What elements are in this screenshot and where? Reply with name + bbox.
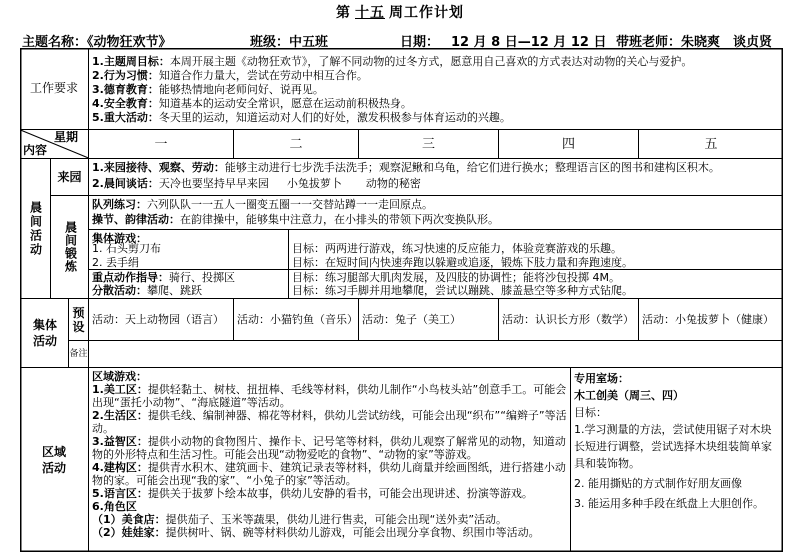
class-value: 中五班	[289, 35, 329, 50]
page-title	[0, 2, 800, 22]
activity-prefix: 活动：	[362, 313, 395, 326]
activity-thursday	[499, 299, 641, 340]
requirement-item	[92, 69, 780, 83]
special-room	[574, 370, 780, 551]
game-2-name: 2. 丢手绢	[92, 256, 139, 269]
area-item	[92, 500, 568, 513]
area-item	[92, 409, 568, 435]
area-item	[92, 383, 568, 409]
week-number: 十五	[355, 5, 385, 21]
split-goal	[292, 284, 780, 298]
requirement-head: 3.德育教育：	[92, 83, 159, 96]
focus-head: 重点动作指导：	[92, 271, 169, 284]
arrival-line-2	[92, 177, 780, 192]
day-wednesday: 三	[421, 136, 435, 152]
activity-name: 小兔拔萝卜（健康）	[675, 313, 774, 326]
game-1-goal	[292, 242, 780, 256]
area-item-text: 提供关于拔萝卜绘本故事，供幼儿安静的看书，可能会出现讲述、扮演等游戏。	[147, 487, 533, 500]
area-item	[92, 435, 568, 461]
area-item-head: 2.生活区：	[92, 409, 148, 422]
goal-label: 目标：	[292, 256, 325, 269]
theme-label: 主题名称：	[22, 35, 88, 50]
goal-label: 目标：	[292, 284, 325, 297]
area-item-head: 3.益智区：	[92, 435, 148, 448]
class-label: 班级：	[250, 35, 290, 50]
special-goal: 2. 能用撕贴的方式制作好朋友画像	[574, 477, 742, 490]
activity-monday	[89, 299, 236, 340]
requirement-item	[92, 111, 780, 125]
area-item-text: 提供茄子、玉米等蔬果，供幼儿进行售卖，可能会出现“送外卖”活动。	[165, 513, 508, 526]
special-goal: 1.学习测量的方法，尝试使用锯子对木块长短进行调整，尝试选择木块组装简单家具和装饰物。	[574, 423, 772, 470]
area-item-text: 提供小动物的食物图片、操作卡、记号笔等材料，供幼儿观察了解常见的动物，知道动物的外形特点和生活习性。可能会出现“动物爱吃的食物”、“动物的家”等游戏。	[92, 435, 566, 461]
activity-name: 小猫钓鱼（音乐）	[270, 313, 358, 326]
note-label: 备注	[69, 349, 88, 359]
exercise-label: 晨间锻炼	[63, 221, 78, 273]
requirement-text: 知道基本的运动安全常识，愿意在运动前积极热身。	[158, 97, 412, 110]
morning-label: 晨间活动	[28, 200, 43, 257]
special-name-text: 木工创美（周三、四）	[574, 389, 684, 402]
area-item-text: 提供树叶、锅、碗等材料供幼儿游戏，可能会出现分享食物、织围巾等活动。	[165, 526, 540, 539]
teacher-label: 带班老师：	[616, 35, 682, 50]
special-goal: 3. 能运用多种手段在纸盘上大胆创作。	[574, 497, 764, 510]
rhythm-head: 操节、韵律活动：	[92, 213, 180, 226]
title-suffix: 周工作计划	[389, 5, 464, 21]
requirement-text: 能够热情地向老师问好、说再见。	[158, 83, 324, 96]
requirement-item	[92, 83, 780, 97]
focus-row	[92, 271, 288, 285]
special-title-text: 专用室场：	[574, 372, 629, 385]
talk-topic-2: 小兔拔萝卜	[286, 177, 342, 190]
day-monday: 一	[154, 136, 168, 152]
area-item-head: （1）美食店：	[92, 513, 166, 526]
requirement-head: 2.行为习惯：	[92, 69, 159, 82]
theme-value: 《动物狂欢节》	[87, 35, 172, 50]
special-goal-label: 目标：	[574, 406, 607, 419]
requirement-head: 4.安全教育：	[92, 97, 159, 110]
area-title-text: 区域游戏：	[92, 370, 147, 383]
arrival-label: 来园	[57, 169, 82, 184]
area-item-text: 提供轻黏土、树枝、扭扭棒、毛线等材料，供幼儿制作“小鸟枝头站”创意手工。可能会出现“蛋托小动物”、“海底隧道”等活动。	[92, 383, 567, 409]
area-title	[92, 370, 568, 383]
area-item	[92, 461, 568, 487]
game-1-row	[92, 242, 282, 256]
activity-tuesday	[234, 299, 361, 340]
exercise-line-1	[92, 198, 780, 213]
date-value: 12 月 8 日—12 月 12 日	[451, 35, 607, 50]
activity-prefix: 活动：	[92, 313, 125, 326]
talk-head: 2.晨间谈话：	[92, 177, 159, 190]
requirements-label: 工作要求	[29, 81, 78, 95]
goal-label: 目标：	[292, 242, 325, 255]
queue-text: 六列队队一一五人一圈变五圈一一交替站蹲一一走回原点。	[147, 198, 433, 211]
focus-text: 骑行、投掷区	[169, 271, 235, 284]
goal-text: 在短时间内快速奔跑以躲避或追逐，锻炼下肢力量和奔跑速度。	[325, 256, 633, 269]
area-item-head: 5.语言区：	[92, 487, 148, 500]
talk-topic-1: 天冷也要坚持早早来园	[158, 177, 269, 190]
activity-friday	[639, 299, 786, 340]
group-game-head: 集体游戏：	[92, 232, 147, 245]
requirement-head: 1.主题周目标：	[92, 55, 170, 68]
talk-topic-3: 动物的秘密	[365, 177, 421, 190]
group-label: 集体活动	[32, 318, 57, 348]
activity-name: 天上动物园（语言）	[125, 313, 224, 326]
week-label: 星期	[54, 131, 79, 144]
area-item-text: 提供毛线、编制神器、棉花等材料，供幼儿尝试纺线，可能会出现“织布”“编辫子”等活动。	[92, 409, 567, 435]
activity-prefix: 活动：	[642, 313, 675, 326]
special-title	[574, 370, 780, 387]
day-friday: 五	[704, 136, 718, 152]
arrival-head: 1.来园接待、观察、劳动：	[92, 161, 225, 174]
arrival-line-1	[92, 161, 780, 176]
goal-label: 目标：	[292, 271, 325, 284]
title-prefix: 第	[336, 5, 351, 21]
requirement-text: 知道合作力量大，尝试在劳动中相互合作。	[158, 69, 368, 82]
activity-name: 兔子（美工）	[395, 313, 461, 326]
goal-text: 练习手脚并用地攀爬，尝试以蹦跳、膝盖悬空等多种方式钻爬。	[325, 284, 633, 297]
split-text: 攀爬、跳跃	[147, 284, 202, 297]
area-item-head: 1.美工区：	[92, 383, 148, 396]
requirement-text: 本周开展主题《动物狂欢节》，了解不同动物的过冬方式，愿意用自己喜欢的方式表达对动物的关心与爱护。	[169, 55, 693, 68]
activity-prefix: 活动：	[502, 313, 535, 326]
game-1-name: 1. 石头剪刀布	[92, 242, 161, 255]
activity-name: 认识长方形（数学）	[535, 313, 634, 326]
activity-prefix: 活动：	[237, 313, 270, 326]
day-tuesday: 二	[289, 136, 303, 152]
area-item	[92, 526, 568, 539]
focus-goal	[292, 271, 780, 285]
info-bar	[22, 31, 782, 49]
arrival-text: 能够主动进行七步洗手法洗手；观察泥鳅和乌龟，给它们进行换水；整理语言区的图书和建构区积木。	[224, 161, 720, 174]
preview-label: 预设	[72, 306, 85, 334]
queue-head: 队列练习：	[92, 198, 147, 211]
requirement-item	[92, 55, 780, 69]
split-head: 分散活动：	[92, 284, 147, 297]
content-label: 内容	[23, 144, 48, 157]
day-thursday: 四	[561, 136, 575, 152]
requirement-item	[92, 97, 780, 111]
requirement-text: 冬天里的运动，知道运动对人们的好处，激发积极参与体育运动的兴趣。	[158, 111, 511, 124]
area-label: 区域活动	[41, 445, 66, 475]
exercise-line-2	[92, 213, 780, 228]
teacher-value: 朱晓爽 谈贞贤	[681, 35, 773, 50]
area-item-head: （2）娃娃家：	[92, 526, 166, 539]
activity-wednesday	[359, 299, 501, 340]
goal-text: 两两进行游戏，练习快速的反应能力，体验竞赛游戏的乐趣。	[325, 242, 622, 255]
area-item-head: 6.角色区	[92, 500, 137, 513]
split-row	[92, 284, 288, 298]
special-name	[574, 387, 780, 404]
requirements-list	[92, 55, 780, 129]
area-item	[92, 513, 568, 526]
requirement-head: 5.重大活动：	[92, 111, 159, 124]
date-label: 日期：	[400, 35, 440, 50]
rhythm-text: 在韵律操中，能够集中注意力，在小排头的带领下两次变换队形。	[180, 213, 499, 226]
area-item-text: 提供青水积木、建筑画卡、建筑记录表等材料，供幼儿商量并绘画图纸，进行搭建小动物的家。可能会出现“我的家”、“小兔子的家”等活动。	[92, 461, 566, 487]
goal-text: 练习腿部大肌肉发展，及四肢的协调性；能将沙包投掷 4M。	[325, 271, 620, 284]
plan-table	[20, 48, 783, 552]
area-item	[92, 487, 568, 500]
game-2-goal	[292, 256, 780, 270]
area-games	[92, 370, 568, 551]
area-item-head: 4.建构区：	[92, 461, 148, 474]
